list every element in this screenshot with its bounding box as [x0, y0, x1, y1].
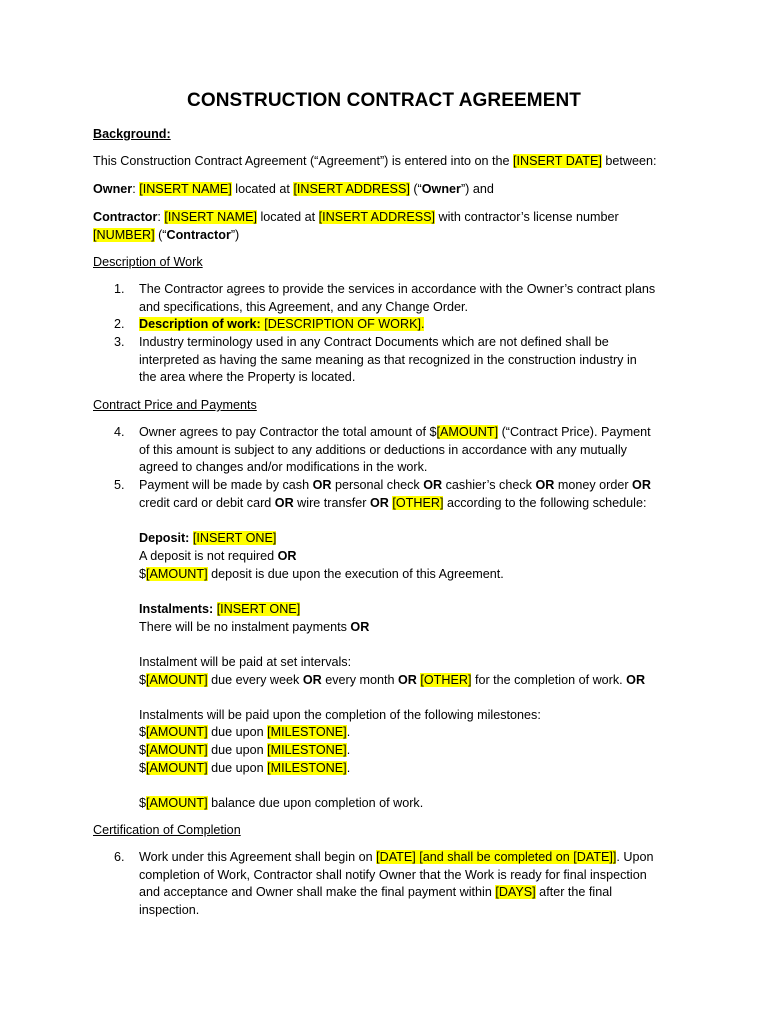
instalment-intervals: Instalment will be paid at set intervals: [139, 655, 352, 669]
milestone-line: $[AMOUNT] due upon [MILESTONE]. [139, 761, 351, 775]
document-title: CONSTRUCTION CONTRACT AGREEMENT [187, 90, 581, 111]
license-number-placeholder: [NUMBER] [93, 228, 155, 242]
owner-name-placeholder: [INSERT NAME] [139, 182, 232, 196]
contractor-name-placeholder: [INSERT NAME] [164, 210, 257, 224]
dates-placeholder: [DATE] [and shall be completed on [DATE]] [376, 850, 617, 864]
description-placeholder: [DESCRIPTION OF WORK]. [260, 317, 425, 331]
milestone-line: $[AMOUNT] due upon [MILESTONE]. [139, 743, 351, 757]
days-placeholder: [DAYS] [495, 885, 536, 900]
other-placeholder: [OTHER] [392, 495, 444, 510]
insert-one-placeholder: [INSERT ONE] [216, 602, 301, 616]
instalment-option-1: There will be no instalment payments OR [139, 620, 370, 634]
balance-line: $[AMOUNT] balance due upon completion of work. [139, 796, 424, 810]
milestone-placeholder: [MILESTONE] [267, 725, 347, 739]
intro-paragraph: This Construction Contract Agreement (“Agreement”) is entered into on the [INSERT DATE] between: [93, 154, 657, 168]
instalment-interval-line: $[AMOUNT] due every week OR every month OR [OTHER] for the completion of work. OR [139, 673, 646, 687]
milestone-placeholder: [MILESTONE] [267, 761, 347, 775]
document-page: CONSTRUCTION CONTRACT AGREEMENT Background: This Construction Contract Agreement (“Agreement”) is entered into on the [INSERT DATE] between: Owner: [INSERT NAME] located at [INSERT ADDRESS] (“Owner”) and Contractor: [INSERT NAME] located at [INSERT ADDRESS] with contractor’s license number [NUMBER] (“Contractor”) Description of Work 1. The Contractor agrees to provide the services in accordance with the Owner’s contract plans and specifications, this Agreement, and any Change Order. 2. Description of work: [DESCRIPTION OF WORK]. 3. Industry terminology used in any Contract Documents which are not defined shall be interpreted as having the same meaning as that recognized in the construction industry in the area where the Property is located. Contract Price and Payments 4. Owner agrees to pay Contractor the total amount of $[AMOUNT] (“Contract Price). Payment of this amount is subject to any additions or deductions in accordance with any mutually agreed to changes and/or modifications in the work. 5. Payment will be made by cash OR personal check OR cashier’s check OR money order OR credit card or debit card OR wire transfer OR [OTHER] according to the following schedule: Deposit: [INSERT ONE] A deposit is not required OR $[AMOUNT] deposit is due upon the execution of this Agreement. Instalments: [INSERT ONE] There will be no instalment payments OR Instalment will be paid at set intervals: $[AMOUNT] due every week OR every month OR [OTHER] for the completion of work. OR Instalments will be paid upon the completion of the following milestones: $[AMOUNT] due upon [MILESTONE]. $[AMOUNT] due upon [MILESTONE]. $[AMOUNT] due upon [MILESTONE]. $[AMOUNT] balance due upon completion of work. Certification of Completion 6. Work under this Agreement shall begin on [DATE] [and shall be completed on [DATE]]. Upon completion of Work, Contractor shall notify Owner that the Work is ready for final inspection and acceptance and Owner shall make the final payment within [DAYS] after the final inspection. [0, 0, 768, 1024]
contractor-line-2: [NUMBER] (“Contractor”) [93, 228, 240, 242]
contractor-address-placeholder: [INSERT ADDRESS] [318, 210, 436, 224]
background-heading: Background: [93, 127, 171, 141]
owner-address-placeholder: [INSERT ADDRESS] [293, 182, 410, 196]
owner-line: Owner: [INSERT NAME] located at [INSERT ADDRESS] (“Owner”) and [93, 182, 494, 196]
milestone-line: $[AMOUNT] due upon [MILESTONE]. [139, 725, 351, 739]
amount-placeholder: [AMOUNT] [146, 743, 208, 757]
date-placeholder: [INSERT DATE] [513, 154, 602, 168]
amount-placeholder: [AMOUNT] [146, 567, 208, 581]
instalments-line: Instalments: [INSERT ONE] [139, 602, 301, 616]
amount-placeholder: [AMOUNT] [436, 425, 499, 439]
amount-placeholder: [AMOUNT] [146, 761, 208, 775]
price-heading: Contract Price and Payments [93, 398, 257, 412]
amount-placeholder: [AMOUNT] [146, 673, 208, 687]
other-placeholder: [OTHER] [420, 673, 472, 687]
description-heading: Description of Work [93, 255, 203, 269]
contractor-line: Contractor: [INSERT NAME] located at [INSERT ADDRESS] with contractor’s license number [93, 210, 619, 224]
deposit-option-1: A deposit is not required OR [139, 549, 297, 563]
deposit-line: Deposit: [INSERT ONE] [139, 531, 277, 545]
amount-placeholder: [AMOUNT] [146, 725, 208, 739]
milestones-intro: Instalments will be paid upon the completion of the following milestones: [139, 708, 541, 722]
amount-placeholder: [AMOUNT] [146, 796, 208, 810]
certification-heading: Certification of Completion [93, 823, 241, 837]
deposit-option-2: $[AMOUNT] deposit is due upon the execution of this Agreement. [139, 567, 504, 581]
milestone-placeholder: [MILESTONE] [267, 743, 347, 757]
insert-one-placeholder: [INSERT ONE] [192, 531, 277, 545]
